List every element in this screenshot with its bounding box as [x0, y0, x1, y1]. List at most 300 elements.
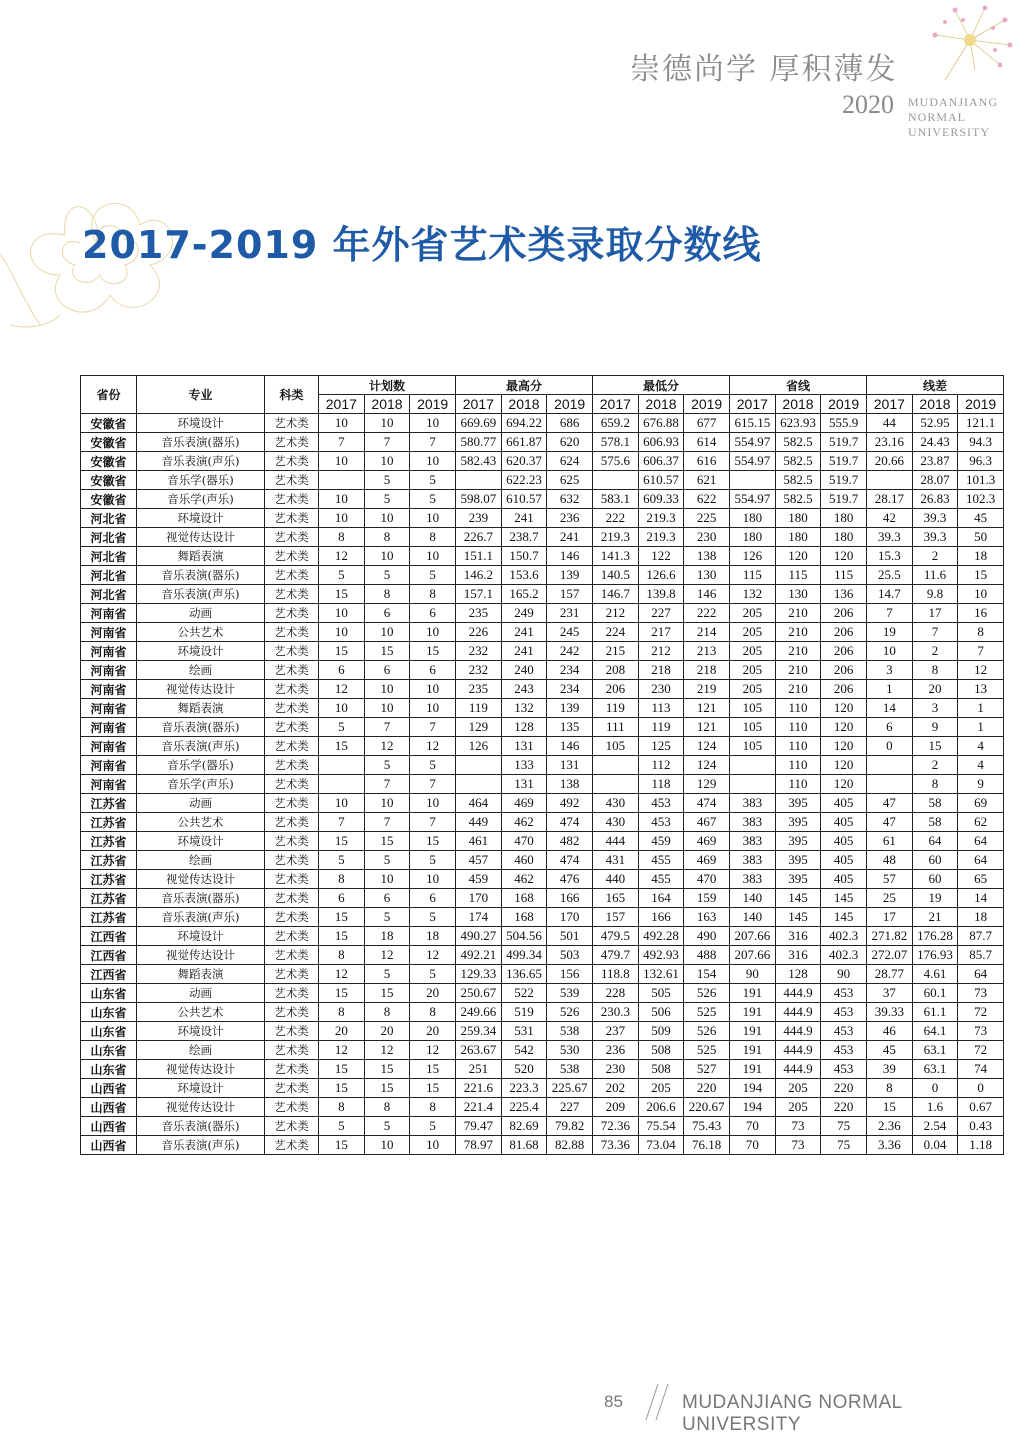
cell-category: 艺术类 [265, 908, 319, 927]
cell-value [867, 756, 913, 775]
cell-value: 170 [547, 908, 593, 927]
cell-value: 462 [501, 870, 547, 889]
cell-value: 16 [958, 604, 1004, 623]
cell-value: 10 [410, 452, 456, 471]
cell-value: 119 [456, 699, 502, 718]
header-group-province-line: 省线 [730, 376, 867, 395]
cell-value: 20 [364, 1022, 410, 1041]
cell-value: 215 [593, 642, 639, 661]
cell-value: 1.18 [958, 1136, 1004, 1155]
cell-value: 227 [638, 604, 684, 623]
cell-value: 124 [684, 756, 730, 775]
cell-value: 15 [319, 908, 365, 927]
cell-major: 音乐表演(声乐) [137, 737, 265, 756]
cell-value: 39.3 [912, 509, 958, 528]
cell-value: 219.3 [593, 528, 639, 547]
cell-major: 音乐学(声乐) [137, 775, 265, 794]
cell-value: 124 [684, 737, 730, 756]
cell-category: 艺术类 [265, 623, 319, 642]
cell-value: 118 [638, 775, 684, 794]
cell-value: 2 [912, 642, 958, 661]
table-row [81, 1098, 1004, 1117]
cell-value: 157 [547, 585, 593, 604]
cell-value: 8 [364, 1098, 410, 1117]
cell-value: 490.27 [456, 927, 502, 946]
cell-value: 453 [821, 1060, 867, 1079]
cell-value: 659.2 [593, 414, 639, 433]
cell-value: 140 [730, 889, 776, 908]
cell-value: 542 [501, 1041, 547, 1060]
cell-value: 75 [821, 1117, 867, 1136]
cell-value: 131 [547, 756, 593, 775]
cell-value: 219 [684, 680, 730, 699]
cell-category: 艺术类 [265, 1098, 319, 1117]
cell-value: 7 [319, 433, 365, 452]
cell-value: 60 [912, 851, 958, 870]
cell-value: 8 [319, 1003, 365, 1022]
page-number: 85 [604, 1392, 623, 1411]
cell-value [456, 756, 502, 775]
table-row [81, 1117, 1004, 1136]
cell-value: 132 [501, 699, 547, 718]
cell-value: 4.61 [912, 965, 958, 984]
cell-category: 艺术类 [265, 642, 319, 661]
university-name-block [908, 95, 998, 140]
cell-value: 10 [410, 870, 456, 889]
cell-category: 艺术类 [265, 1060, 319, 1079]
cell-value: 15 [364, 832, 410, 851]
cell-value: 488 [684, 946, 730, 965]
cell-value: 81.68 [501, 1136, 547, 1155]
cell-value: 20 [319, 1022, 365, 1041]
cell-value: 153.6 [501, 566, 547, 585]
cell-value: 213 [684, 642, 730, 661]
cell-value: 105 [730, 718, 776, 737]
cell-value: 609.33 [638, 490, 684, 509]
cell-province: 江苏省 [81, 870, 137, 889]
cell-province: 河南省 [81, 680, 137, 699]
cell-major: 音乐表演(器乐) [137, 566, 265, 585]
cell-category: 艺术类 [265, 946, 319, 965]
cell-value: 125 [638, 737, 684, 756]
cell-value: 490 [684, 927, 730, 946]
university-line-2: NORMAL [908, 110, 967, 124]
cell-value: 10 [958, 585, 1004, 604]
university-line-1: MUDANJIANG [908, 95, 998, 109]
footer-slash-decoration-icon [640, 1382, 680, 1422]
cell-value: 7 [364, 433, 410, 452]
cell-province: 江苏省 [81, 832, 137, 851]
cell-value: 5 [364, 756, 410, 775]
cell-province: 安徽省 [81, 452, 137, 471]
cell-major: 绘画 [137, 1041, 265, 1060]
cell-province: 河南省 [81, 775, 137, 794]
cell-value: 146 [684, 585, 730, 604]
cell-value: 241 [547, 528, 593, 547]
university-line-3: UNIVERSITY [908, 125, 990, 139]
cell-value: 476 [547, 870, 593, 889]
cell-value [593, 471, 639, 490]
cell-major: 舞蹈表演 [137, 699, 265, 718]
cell-major: 环境设计 [137, 414, 265, 433]
cell-value: 15 [912, 737, 958, 756]
header-year: 2019 [958, 395, 1004, 414]
cell-value: 132 [730, 585, 776, 604]
cell-value: 139 [547, 699, 593, 718]
cell-value: 240 [501, 661, 547, 680]
header-year: 2019 [410, 395, 456, 414]
cell-province: 河南省 [81, 623, 137, 642]
cell-value: 234 [547, 680, 593, 699]
cell-category: 艺术类 [265, 585, 319, 604]
cell-value: 176.93 [912, 946, 958, 965]
table-row [81, 813, 1004, 832]
cell-value: 15 [319, 1079, 365, 1098]
cell-value: 15.3 [867, 547, 913, 566]
table-row [81, 718, 1004, 737]
cell-value: 28.17 [867, 490, 913, 509]
cell-value: 73 [958, 984, 1004, 1003]
cell-value: 501 [547, 927, 593, 946]
cell-category: 艺术类 [265, 680, 319, 699]
cell-province: 山西省 [81, 1079, 137, 1098]
cell-value [593, 756, 639, 775]
table-header-row-groups [81, 376, 1004, 395]
cell-value: 73 [958, 1022, 1004, 1041]
cell-value: 12 [364, 946, 410, 965]
table-row [81, 490, 1004, 509]
cell-value: 554.97 [730, 433, 776, 452]
cell-province: 山东省 [81, 984, 137, 1003]
page-title: 2017-2019 年外省艺术类录取分数线 [82, 223, 762, 267]
cell-value: 17 [867, 908, 913, 927]
cell-value: 110 [775, 775, 821, 794]
cell-value: 453 [821, 1022, 867, 1041]
header-year: 2020 [842, 90, 894, 119]
cell-value: 129 [684, 775, 730, 794]
cell-value: 7 [410, 775, 456, 794]
cell-value: 180 [730, 509, 776, 528]
footer-university-name: MUDANJIANG NORMAL UNIVERSITY [682, 1392, 902, 1435]
cell-value: 10 [364, 452, 410, 471]
cell-major: 音乐表演(器乐) [137, 433, 265, 452]
cell-value: 8 [319, 946, 365, 965]
cell-value: 130 [684, 566, 730, 585]
cell-category: 艺术类 [265, 1136, 319, 1155]
cell-value: 140.5 [593, 566, 639, 585]
cell-value: 159 [684, 889, 730, 908]
cell-value: 598.07 [456, 490, 502, 509]
cell-value: 469 [684, 851, 730, 870]
cell-value: 222 [593, 509, 639, 528]
cell-value: 120 [775, 547, 821, 566]
cell-value: 119 [638, 718, 684, 737]
cell-value: 5 [319, 718, 365, 737]
cell-value: 235 [456, 604, 502, 623]
cell-value: 180 [775, 528, 821, 547]
cell-value: 505 [638, 984, 684, 1003]
cell-value: 205 [730, 623, 776, 642]
cell-value: 461 [456, 832, 502, 851]
cell-province: 江西省 [81, 927, 137, 946]
table-row [81, 642, 1004, 661]
cell-value: 431 [593, 851, 639, 870]
cell-value: 10 [410, 623, 456, 642]
cell-province: 安徽省 [81, 433, 137, 452]
cell-value: 23.87 [912, 452, 958, 471]
cell-value: 12 [319, 547, 365, 566]
cell-value: 7 [364, 775, 410, 794]
cell-value: 271.82 [867, 927, 913, 946]
cell-value: 102.3 [958, 490, 1004, 509]
table-row [81, 946, 1004, 965]
cell-value [867, 775, 913, 794]
cell-value: 694.22 [501, 414, 547, 433]
header-year: 2019 [821, 395, 867, 414]
cell-value: 474 [547, 851, 593, 870]
cell-value: 622.23 [501, 471, 547, 490]
cell-value: 64 [912, 832, 958, 851]
cell-value: 156 [547, 965, 593, 984]
cell-value: 632 [547, 490, 593, 509]
cell-value: 7 [319, 813, 365, 832]
table-row [81, 737, 1004, 756]
cell-value: 462 [501, 813, 547, 832]
cell-value: 130 [775, 585, 821, 604]
cell-category: 艺术类 [265, 927, 319, 946]
cell-province: 江西省 [81, 946, 137, 965]
header-group-line-diff: 线差 [867, 376, 1004, 395]
cell-value: 105 [730, 737, 776, 756]
cell-value: 395 [775, 832, 821, 851]
cell-value: 69 [958, 794, 1004, 813]
cell-major: 环境设计 [137, 927, 265, 946]
cell-value: 582.5 [775, 490, 821, 509]
cell-value: 520 [501, 1060, 547, 1079]
cell-value: 115 [730, 566, 776, 585]
cell-value: 46 [867, 1022, 913, 1041]
cell-value: 7 [364, 718, 410, 737]
table-row [81, 509, 1004, 528]
cell-value: 8 [958, 623, 1004, 642]
cell-value: 474 [547, 813, 593, 832]
cell-value: 5 [364, 851, 410, 870]
cell-value: 459 [456, 870, 502, 889]
cell-value: 15 [319, 585, 365, 604]
cell-value: 230.3 [593, 1003, 639, 1022]
cell-value: 5 [410, 1117, 456, 1136]
cell-value: 8 [319, 870, 365, 889]
cell-value: 168 [501, 889, 547, 908]
cell-value: 25.5 [867, 566, 913, 585]
cell-value: 615.15 [730, 414, 776, 433]
cell-value: 220.67 [684, 1098, 730, 1117]
cell-category: 艺术类 [265, 965, 319, 984]
cell-category: 艺术类 [265, 414, 319, 433]
cell-category: 艺术类 [265, 832, 319, 851]
cell-province: 河南省 [81, 604, 137, 623]
cell-value: 176.28 [912, 927, 958, 946]
header-group-lowest: 最低分 [593, 376, 730, 395]
cell-value: 243 [501, 680, 547, 699]
cell-value: 249 [501, 604, 547, 623]
cell-value: 10 [867, 642, 913, 661]
cell-value: 459 [638, 832, 684, 851]
cell-value: 205 [730, 661, 776, 680]
cell-major: 音乐表演(器乐) [137, 718, 265, 737]
cell-value: 3 [867, 661, 913, 680]
cell-value: 239 [456, 509, 502, 528]
cell-category: 艺术类 [265, 661, 319, 680]
cell-value: 121.1 [958, 414, 1004, 433]
cell-value: 65 [958, 870, 1004, 889]
cell-value: 8 [410, 1098, 456, 1117]
cell-value: 226 [456, 623, 502, 642]
cell-value: 624 [547, 452, 593, 471]
cell-province: 河南省 [81, 756, 137, 775]
cell-major: 动画 [137, 984, 265, 1003]
cell-value: 10 [364, 794, 410, 813]
cell-value: 6 [319, 661, 365, 680]
cell-value: 5 [410, 908, 456, 927]
cell-value: 191 [730, 1022, 776, 1041]
cell-value: 21 [912, 908, 958, 927]
cell-major: 公共艺术 [137, 623, 265, 642]
cell-value: 232 [456, 661, 502, 680]
cell-value: 12 [364, 1041, 410, 1060]
cell-value [730, 471, 776, 490]
cell-value: 15 [364, 1079, 410, 1098]
cell-value: 165 [593, 889, 639, 908]
cell-value: 0.04 [912, 1136, 958, 1155]
cell-value: 120 [821, 547, 867, 566]
cell-category: 艺术类 [265, 604, 319, 623]
table-row [81, 851, 1004, 870]
cell-value: 430 [593, 794, 639, 813]
cell-value: 582.5 [775, 471, 821, 490]
cell-value: 191 [730, 1060, 776, 1079]
cell-value: 157 [593, 908, 639, 927]
cell-value: 164 [638, 889, 684, 908]
cell-category: 艺术类 [265, 547, 319, 566]
cell-value: 14.7 [867, 585, 913, 604]
table-row [81, 965, 1004, 984]
cell-province: 山东省 [81, 1041, 137, 1060]
cell-value: 74 [958, 1060, 1004, 1079]
cell-value: 115 [821, 566, 867, 585]
cell-category: 艺术类 [265, 984, 319, 1003]
cell-value: 128 [775, 965, 821, 984]
cell-value [456, 775, 502, 794]
cell-category: 艺术类 [265, 699, 319, 718]
cell-value: 10 [410, 680, 456, 699]
cell-value: 530 [547, 1041, 593, 1060]
cell-value: 15 [319, 927, 365, 946]
cell-value: 105 [593, 737, 639, 756]
cell-value: 249.66 [456, 1003, 502, 1022]
cell-province: 山西省 [81, 1117, 137, 1136]
cell-value: 525 [684, 1003, 730, 1022]
cell-value: 8 [912, 775, 958, 794]
cell-value: 151.1 [456, 547, 502, 566]
cell-value: 12 [319, 680, 365, 699]
cell-value: 194 [730, 1079, 776, 1098]
cell-province: 河南省 [81, 642, 137, 661]
cell-value: 578.1 [593, 433, 639, 452]
cell-value: 165.2 [501, 585, 547, 604]
cell-value: 470 [684, 870, 730, 889]
cell-value: 440 [593, 870, 639, 889]
table-row [81, 908, 1004, 927]
cell-value: 526 [547, 1003, 593, 1022]
cell-value: 209 [593, 1098, 639, 1117]
header-year: 2017 [730, 395, 776, 414]
cell-value: 5 [364, 965, 410, 984]
cell-value: 6 [364, 889, 410, 908]
cell-value: 82.69 [501, 1117, 547, 1136]
cell-value: 205 [638, 1079, 684, 1098]
cell-value: 19 [867, 623, 913, 642]
cell-value: 191 [730, 1041, 776, 1060]
cell-value: 206 [821, 661, 867, 680]
table-row [81, 889, 1004, 908]
cell-value: 145 [821, 889, 867, 908]
cell-value: 206 [593, 680, 639, 699]
cell-value: 126 [730, 547, 776, 566]
cell-province: 江西省 [81, 965, 137, 984]
cell-value: 8 [319, 528, 365, 547]
header-year: 2019 [547, 395, 593, 414]
cell-value: 405 [821, 813, 867, 832]
cell-value: 5 [364, 566, 410, 585]
cell-value: 218 [638, 661, 684, 680]
cell-value: 72 [958, 1041, 1004, 1060]
cell-province: 安徽省 [81, 471, 137, 490]
cell-value: 6 [364, 661, 410, 680]
cell-province: 河北省 [81, 585, 137, 604]
cell-value: 606.93 [638, 433, 684, 452]
cell-value: 395 [775, 813, 821, 832]
cell-value: 145 [775, 889, 821, 908]
table-row [81, 471, 1004, 490]
cell-value: 538 [547, 1060, 593, 1079]
cell-value: 87.7 [958, 927, 1004, 946]
cell-value: 166 [547, 889, 593, 908]
cell-value: 12 [410, 737, 456, 756]
table-body [81, 414, 1004, 1155]
table-row [81, 794, 1004, 813]
cell-value: 506 [638, 1003, 684, 1022]
cell-value: 57 [867, 870, 913, 889]
cell-value: 10 [319, 604, 365, 623]
cell-value: 113 [638, 699, 684, 718]
cell-value: 210 [775, 680, 821, 699]
cell-value: 1 [958, 699, 1004, 718]
cell-value: 120 [821, 737, 867, 756]
cell-category: 艺术类 [265, 1079, 319, 1098]
cell-value: 7 [410, 718, 456, 737]
cell-value: 110 [775, 737, 821, 756]
cell-value: 136.65 [501, 965, 547, 984]
cell-value: 50 [958, 528, 1004, 547]
cell-value: 610.57 [501, 490, 547, 509]
table-row [81, 680, 1004, 699]
cell-value: 44 [867, 414, 913, 433]
cell-value: 205 [730, 604, 776, 623]
cell-value: 231 [547, 604, 593, 623]
cell-value: 13 [958, 680, 1004, 699]
header-year: 2017 [319, 395, 365, 414]
